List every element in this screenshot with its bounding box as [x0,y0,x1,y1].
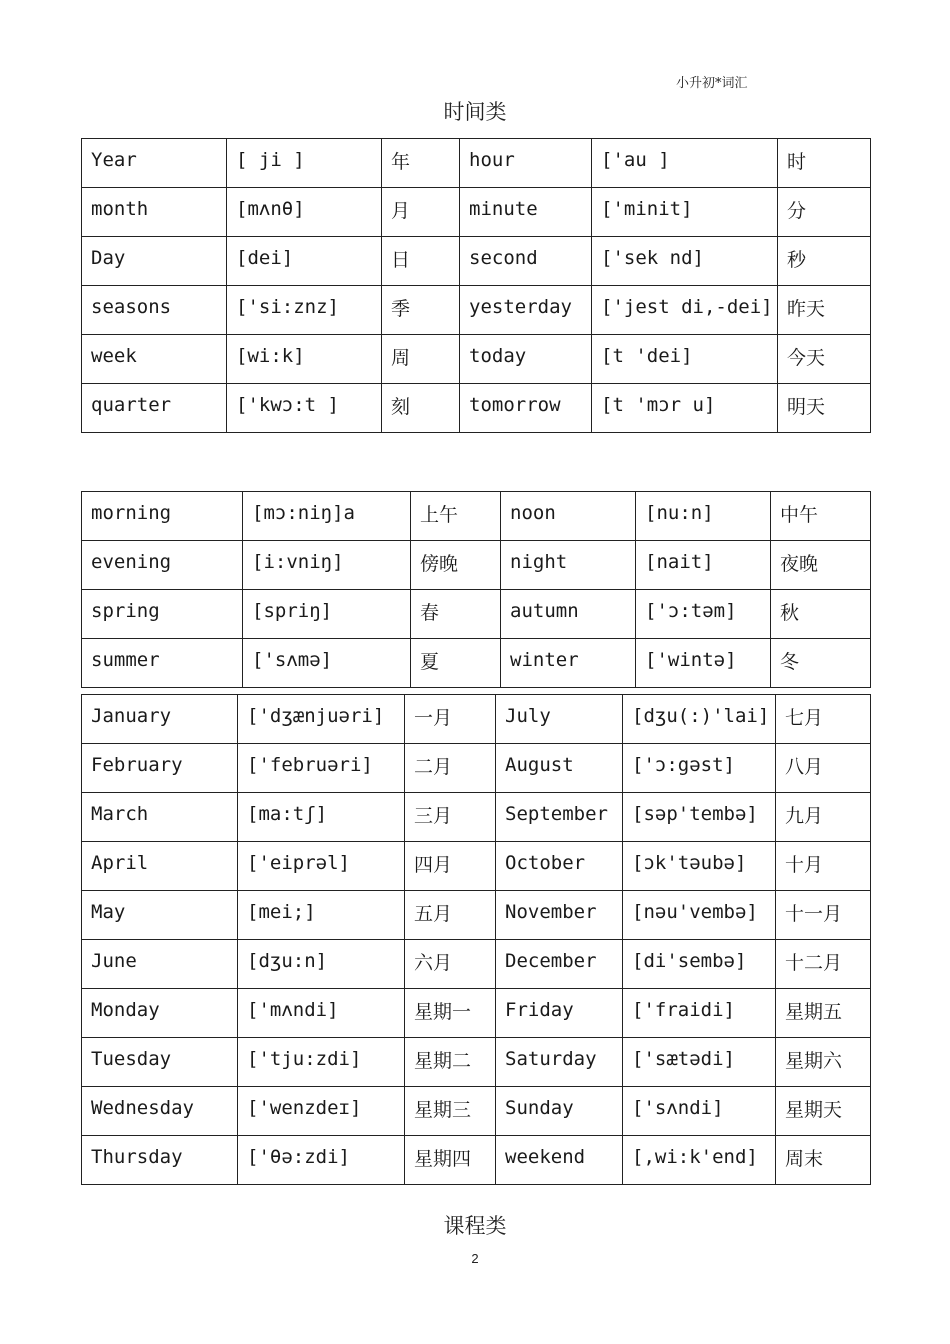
phonetic-cell: ['dʒænjuəri] [238,695,405,744]
phonetic-cell: [nu:n] [636,492,771,541]
phonetic-cell: ['sʌmə] [243,639,411,688]
english-word-cell: noon [501,492,636,541]
phonetic-cell: [dʒu:n] [238,940,405,989]
chinese-meaning-cell: 夏 [411,639,501,688]
table-row [82,1038,871,1087]
phonetic-cell: ['tju:zdi] [238,1038,405,1087]
chinese-meaning-cell: 明天 [778,384,871,433]
english-word-cell: August [496,744,623,793]
english-word-cell: tomorrow [460,384,592,433]
chinese-meaning-cell: 上午 [411,492,501,541]
english-word-cell: autumn [501,590,636,639]
phonetic-cell: ['februəri] [238,744,405,793]
phonetic-cell: ['θə:zdi] [238,1136,405,1185]
table-row [82,188,871,237]
chinese-meaning-cell: 分 [778,188,871,237]
english-word-cell: March [82,793,238,842]
phonetic-cell: [ ji ] [227,139,382,188]
phonetic-cell: ['jest di,-dei] [592,286,778,335]
footer-section-title: 课程类 [443,1214,507,1238]
chinese-meaning-cell: 夜晚 [771,541,871,590]
chinese-meaning-cell: 傍晚 [411,541,501,590]
chinese-meaning-cell: 星期一 [405,989,496,1038]
english-word-cell: morning [82,492,243,541]
english-word-cell: second [460,237,592,286]
english-word-cell: quarter [82,384,227,433]
table-row [82,384,871,433]
phonetic-cell: ['wenzdeɪ] [238,1087,405,1136]
chinese-meaning-cell: 十一月 [776,891,871,940]
phonetic-cell: ['sætədi] [623,1038,776,1087]
chinese-meaning-cell: 刻 [382,384,460,433]
chinese-meaning-cell: 八月 [776,744,871,793]
english-word-cell: seasons [82,286,227,335]
english-word-cell: spring [82,590,243,639]
english-word-cell: week [82,335,227,384]
table-row [82,541,871,590]
months-weekdays-vocab-table [81,694,871,1185]
english-word-cell: Friday [496,989,623,1038]
english-word-cell: winter [501,639,636,688]
english-word-cell: Thursday [82,1136,238,1185]
english-word-cell: June [82,940,238,989]
chinese-meaning-cell: 月 [382,188,460,237]
chinese-meaning-cell: 三月 [405,793,496,842]
phonetic-cell: [spriŋ] [243,590,411,639]
chinese-meaning-cell: 星期六 [776,1038,871,1087]
phonetic-cell: [mʌnθ] [227,188,382,237]
chinese-meaning-cell: 十二月 [776,940,871,989]
table-row [82,237,871,286]
english-word-cell: evening [82,541,243,590]
english-word-cell: yesterday [460,286,592,335]
table-row [82,492,871,541]
phonetic-cell: [t 'mɔr u] [592,384,778,433]
phonetic-cell: ['sʌndi] [623,1087,776,1136]
phonetic-cell: ['si:znz] [227,286,382,335]
chinese-meaning-cell: 星期五 [776,989,871,1038]
chinese-meaning-cell: 今天 [778,335,871,384]
phonetic-cell: [mei;] [238,891,405,940]
phonetic-cell: [ma:tʃ] [238,793,405,842]
english-word-cell: February [82,744,238,793]
english-word-cell: summer [82,639,243,688]
chinese-meaning-cell: 中午 [771,492,871,541]
english-word-cell: September [496,793,623,842]
english-word-cell: December [496,940,623,989]
chinese-meaning-cell: 七月 [776,695,871,744]
phonetic-cell: [nəu'vembə] [623,891,776,940]
english-word-cell: Year [82,139,227,188]
english-word-cell: January [82,695,238,744]
table-row [82,1136,871,1185]
chinese-meaning-cell: 二月 [405,744,496,793]
time-vocab-table [81,138,871,433]
table-row [82,1087,871,1136]
chinese-meaning-cell: 周末 [776,1136,871,1185]
chinese-meaning-cell: 时 [778,139,871,188]
english-word-cell: April [82,842,238,891]
phonetic-cell: ['ɔ:gəst] [623,744,776,793]
phonetic-cell: [dʒu(:)'lai] [623,695,776,744]
chinese-meaning-cell: 秋 [771,590,871,639]
chinese-meaning-cell: 星期四 [405,1136,496,1185]
table-row [82,793,871,842]
phonetic-cell: ['mʌndi] [238,989,405,1038]
english-word-cell: October [496,842,623,891]
chinese-meaning-cell: 年 [382,139,460,188]
chinese-meaning-cell: 春 [411,590,501,639]
table-row [82,695,871,744]
table-row [82,744,871,793]
chinese-meaning-cell: 九月 [776,793,871,842]
english-word-cell: weekend [496,1136,623,1185]
table-row [82,891,871,940]
chinese-meaning-cell: 秒 [778,237,871,286]
english-word-cell: night [501,541,636,590]
chinese-meaning-cell: 冬 [771,639,871,688]
section-title: 时间类 [443,100,507,124]
page-number: 2 [471,1251,479,1266]
table-row [82,989,871,1038]
chinese-meaning-cell: 星期二 [405,1038,496,1087]
chinese-meaning-cell: 十月 [776,842,871,891]
english-word-cell: November [496,891,623,940]
header-note: 小升初*词汇 [676,76,748,91]
chinese-meaning-cell: 星期天 [776,1087,871,1136]
phonetic-cell: ['sek nd] [592,237,778,286]
phonetic-cell: ['minit] [592,188,778,237]
phonetic-cell: [wi:k] [227,335,382,384]
english-word-cell: month [82,188,227,237]
english-word-cell: today [460,335,592,384]
phonetic-cell: [ɔk'təubə] [623,842,776,891]
table-row [82,639,871,688]
phonetic-cell: ['ɔ:təm] [636,590,771,639]
phonetic-cell: ['wintə] [636,639,771,688]
english-word-cell: Sunday [496,1087,623,1136]
english-word-cell: hour [460,139,592,188]
table-row [82,139,871,188]
chinese-meaning-cell: 日 [382,237,460,286]
chinese-meaning-cell: 六月 [405,940,496,989]
table-row [82,286,871,335]
english-word-cell: Tuesday [82,1038,238,1087]
english-word-cell: Wednesday [82,1087,238,1136]
phonetic-cell: [,wi:k'end] [623,1136,776,1185]
chinese-meaning-cell: 季 [382,286,460,335]
table-row [82,842,871,891]
english-word-cell: Day [82,237,227,286]
phonetic-cell: [t 'dei] [592,335,778,384]
table-row [82,335,871,384]
phonetic-cell: ['eiprəl] [238,842,405,891]
chinese-meaning-cell: 一月 [405,695,496,744]
chinese-meaning-cell: 星期三 [405,1087,496,1136]
table-row [82,940,871,989]
chinese-meaning-cell: 周 [382,335,460,384]
english-word-cell: minute [460,188,592,237]
english-word-cell: Saturday [496,1038,623,1087]
chinese-meaning-cell: 五月 [405,891,496,940]
phonetic-cell: [di'sembə] [623,940,776,989]
table-row [82,590,871,639]
phonetic-cell: [mɔ:niŋ]a [243,492,411,541]
phonetic-cell: [dei] [227,237,382,286]
phonetic-cell: [səp'tembə] [623,793,776,842]
chinese-meaning-cell: 昨天 [778,286,871,335]
phonetic-cell: [nait] [636,541,771,590]
english-word-cell: Monday [82,989,238,1038]
english-word-cell: July [496,695,623,744]
daytime-season-vocab-table [81,491,871,688]
english-word-cell: May [82,891,238,940]
phonetic-cell: ['fraidi] [623,989,776,1038]
phonetic-cell: ['au ] [592,139,778,188]
phonetic-cell: ['kwɔ:t ] [227,384,382,433]
chinese-meaning-cell: 四月 [405,842,496,891]
phonetic-cell: [i:vniŋ] [243,541,411,590]
